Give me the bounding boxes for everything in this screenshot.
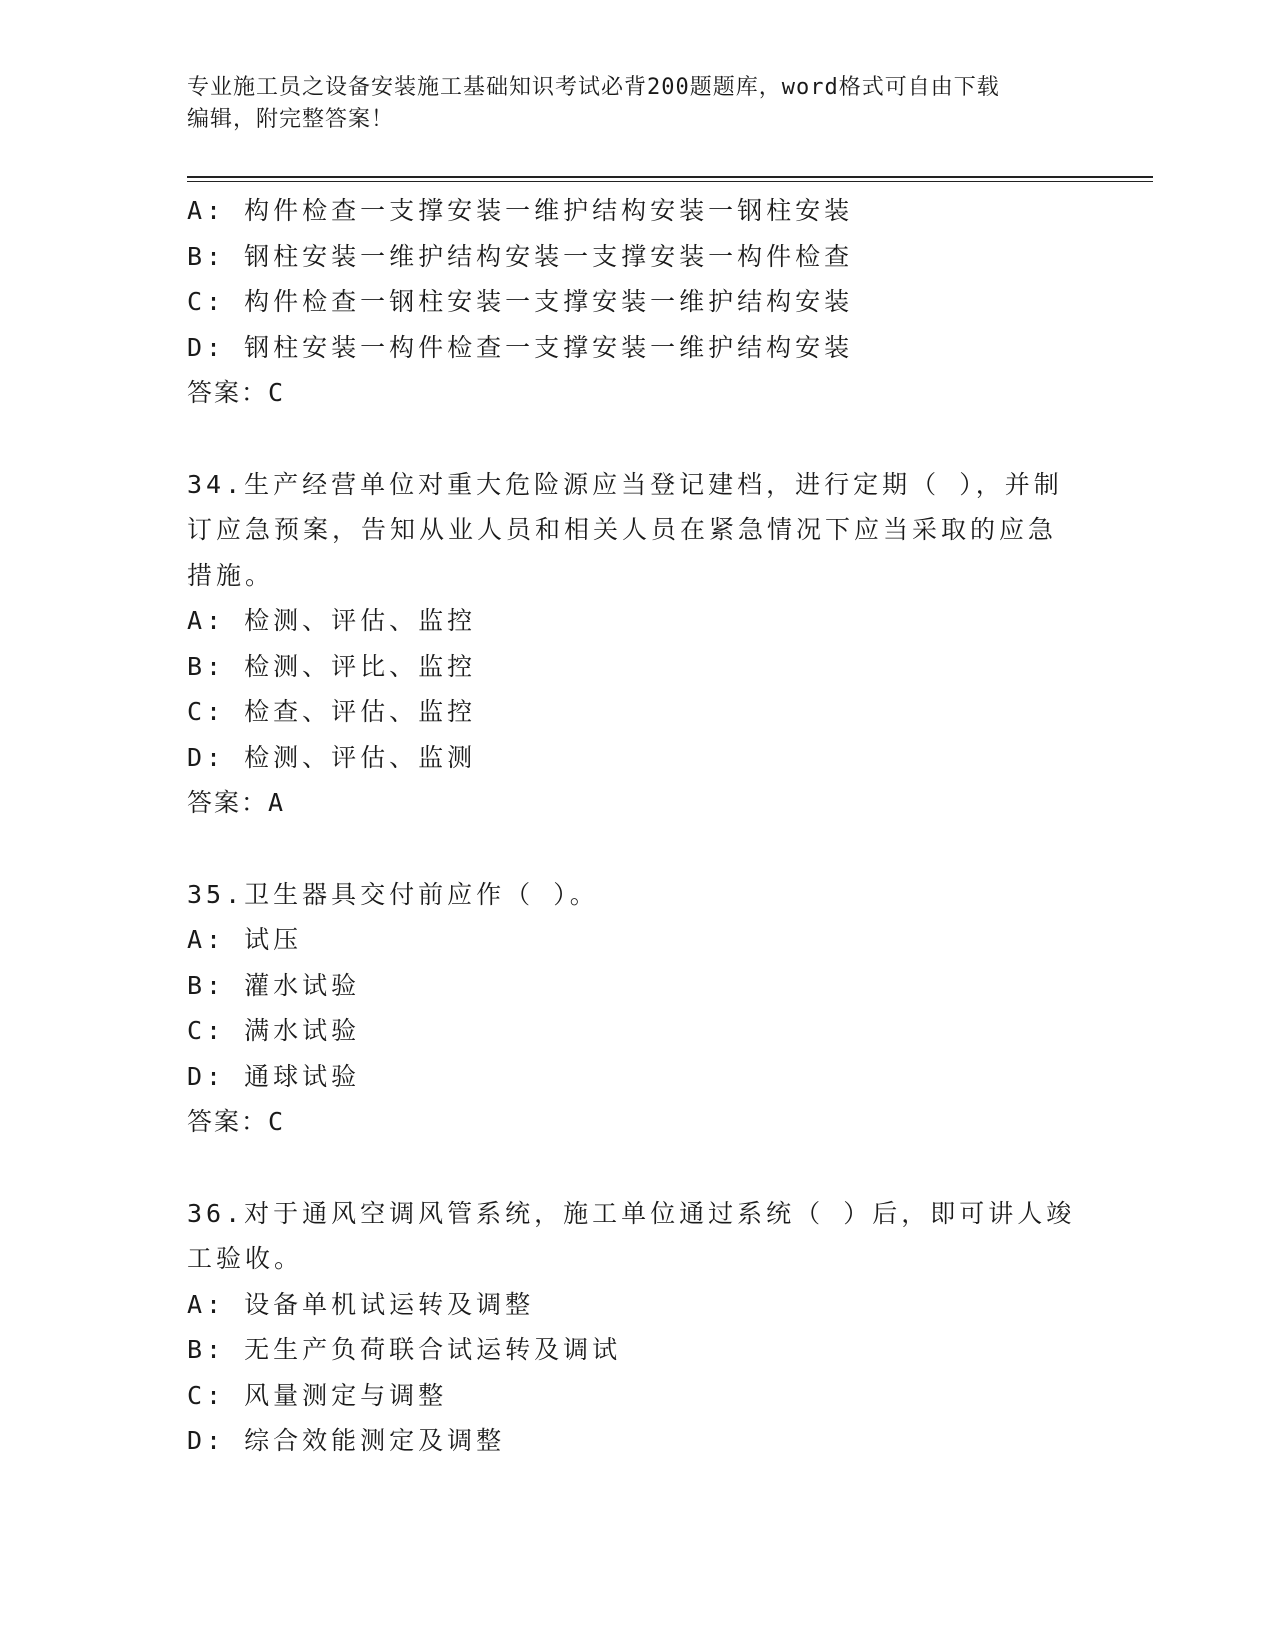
option-c: C: 构件检查一钢柱安装一支撑安装一维护结构安装 (187, 287, 854, 316)
option-d: D: 通球试验 (187, 1061, 361, 1091)
question-stem-line: 35.卫生器具交付前应作（ ）。 (187, 879, 599, 909)
option-d: D: 综合效能测定及调整 (187, 1426, 506, 1455)
spacer (187, 1145, 1067, 1191)
answer-label: 答案： (187, 788, 269, 817)
spacer (187, 826, 1067, 872)
option-a: A: 检测、评估、监控 (187, 606, 477, 635)
question-list (187, 188, 1076, 1464)
question-stem-line: 订应急预案，告知从业人员和相关人员在紧急情况下应当采取的应急 (187, 515, 1058, 544)
answer-line (187, 370, 1067, 416)
option-d: D: 钢柱安装一构件检查一支撑安装一维护结构安装 (187, 332, 854, 362)
header-divider-thin (187, 181, 1153, 182)
option-b: B: 灌水试验 (187, 970, 361, 1000)
option-c: C: 检查、评估、监控 (187, 697, 477, 726)
answer-value: C (268, 1107, 288, 1136)
document-header (187, 72, 1087, 136)
header-line-1: 专业施工员之设备安装施工基础知识考试必背200题题库，word格式可自由下载 (187, 75, 1000, 100)
question-stem-line: 34.生产经营单位对重大危险源应当登记建档，进行定期（ ），并制 (187, 469, 1063, 499)
question-stem-line: 措施。 (187, 560, 275, 590)
option-a: A: 构件检查一支撑安装一维护结构安装一钢柱安装 (187, 196, 854, 225)
option-c: C: 风量测定与调整 (187, 1380, 448, 1410)
answer-label: 答案： (187, 378, 269, 407)
option-b: B: 检测、评比、监控 (187, 651, 477, 681)
option-b: B: 钢柱安装一维护结构安装一支撑安装一构件检查 (187, 241, 854, 271)
question-34 (187, 462, 1067, 826)
option-d: D: 检测、评估、监测 (187, 742, 477, 772)
answer-value: C (268, 378, 288, 407)
option-a: A: 设备单机试运转及调整 (187, 1289, 535, 1319)
answer-line (187, 1099, 1067, 1145)
question-stem-line: 工验收。 (187, 1244, 304, 1273)
question-35 (187, 872, 1067, 1145)
question-stem-line: 36.对于通风空调风管系统，施工单位通过系统（ ）后，即可讲人竣 (187, 1198, 1076, 1228)
answer-label: 答案： (187, 1107, 269, 1136)
question-33 (187, 188, 1067, 416)
option-a: A: 试压 (187, 925, 303, 954)
option-b: B: 无生产负荷联合试运转及调试 (187, 1335, 622, 1364)
header-line-2: 编辑，附完整答案！ (187, 107, 395, 132)
answer-line (187, 780, 1067, 826)
header-divider-thick (187, 176, 1153, 178)
option-c: C: 满水试验 (187, 1016, 361, 1045)
question-36 (187, 1191, 1076, 1464)
answer-value: A (268, 788, 288, 817)
spacer (187, 416, 1067, 462)
